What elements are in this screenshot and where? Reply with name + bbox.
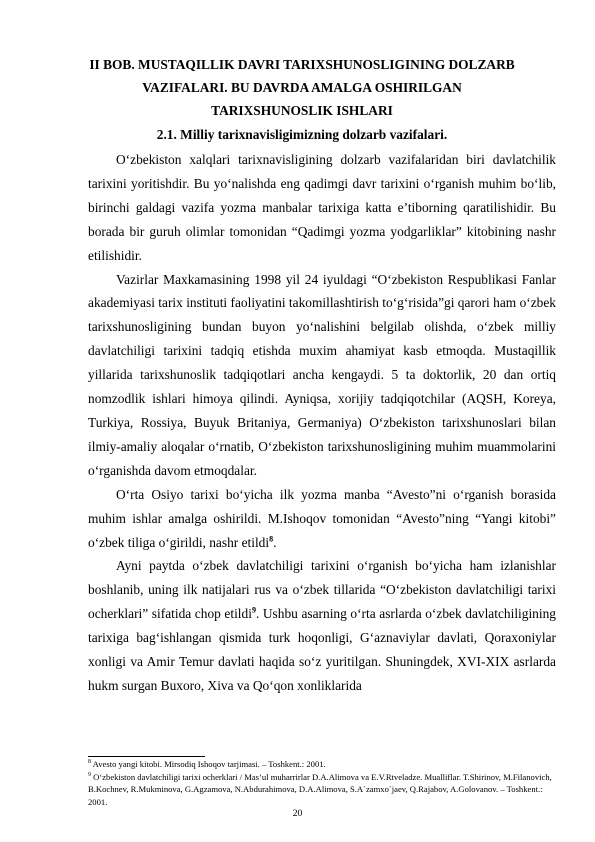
paragraph-3 [88,483,556,555]
paragraph-text: Ayni paytda o‘zbek davlatchiligi tarixini o‘rganish bo‘yicha ham izlanishlar boshlanib, uning ilk natijalari rus va o‘zbek tillarida “O‘zbekiston davlatchiligi tarixi ocherklari” sifatida chop etildi [88,558,556,622]
paragraph-4 [88,554,556,697]
footnote [88,758,556,771]
footnote-divider [88,756,205,757]
body-text [88,148,556,698]
footnote-text: O‘zbekiston davlatchiligi tarixi ocherklari / Mas’ul muharrirlar D.A.Alimova va E.V.Rtveladze. Mualliflar. T.Shirinov, M.Filanovich, B.Kochnev, R.Mukminova, G.Agzamova, N.Abdurahimova, D.A.Alimova, S.A`zamxo`jaev, Q.Rajabov, A.Golovanov. – Toshkent.: 2001. [88,771,552,808]
paragraph-1 [88,148,556,268]
chapter-heading [60,53,544,122]
footnote-ref[interactable]: 9 [251,605,256,615]
footnote [88,771,556,809]
footnote-text: Avesto yangi kitobi. Mirsodiq Ishoqov tarjimasi. – Toshkent.: 2001. [91,759,326,769]
chapter-heading-line-2: VAZIFALARI. BU DAVRDA AMALGA OSHIRILGAN [142,80,462,95]
footnotes [88,758,556,809]
chapter-heading-line-1: II BOB. MUSTAQILLIK DAVRI TARIXSHUNOSLIGINING DOLZARB [89,57,515,72]
footnote-ref[interactable]: 8 [269,534,274,544]
section-title: 2.1. Milliy tarixnavisligimizning dolzarb vazifalari. [156,127,448,142]
footnote-number: 8 [88,759,91,766]
paragraph-text-after: . [273,534,277,550]
chapter-heading-line-3: TARIXSHUNOSLIK ISHLARI [211,103,393,118]
paragraph-text-after: . Ushbu asarning o‘rta asrlarda o‘zbek davlatchiligining tarixiga bag‘ishlangan qismida turk hoqonligi, G‘aznaviylar davlati, Qoraxoniylar xonligi va Amir Temur davlati haqida so‘z yuritilgan. Shuningdek, XVI-XIX asrlarda hukm surgan Buxoro, Xiva va Qo‘qon xonliklarida [88,606,556,693]
paragraph-2 [88,268,556,483]
paragraph-text: O‘zbekiston xalqlari tarixnavisligining dolzarb vazifalaridan biri davlatchilik tarixini yoritishdir. Bu yo‘nalishda eng qadimgi davr tarixini o‘rganish muhim bo‘lib, birinchi galdagi vazifa yozma manbalar tarixiga katta e’tiborning qaratilishidir. Bu borada bir guruh olimlar tomonidan “Qadimgi yozma yodgarliklar” kitobining nashr etilishidir. [88,152,556,263]
paragraph-text: Vazirlar Maxkamasining 1998 yil 24 iyuldagi “O‘zbekiston Respublikasi Fanlar akademiyasi tarix instituti faoliyatini takomillashtirish to‘g‘risida”gi qarori ham o‘zbek tarixshunosligining bundan buyon yo‘nalishini belgilab olishda, o‘zbek milliy davlatchiligi tarixini tadqiq etishda muxim ahamiyat kasb etmoqda. Mustaqillik yillarida tarixshunoslik tadqiqotlari ancha kengaydi. 5 ta doktorlik, 20 dan ortiq nomzodlik ishlari himoya qilindi. Ayniqsa, xorijiy tadqiqotchilar (AQSH, Koreya, Turkiya, Rossiya, Buyuk Britaniya, Germaniya) O‘zbekiston tarixshunoslari bilan ilmiy-amaliy aloqalar o‘rnatib, O‘zbekiston tarixshunosligining muhim muammolarini o‘rganishda davom etmoqdalar. [88,271,556,478]
paragraph-text: O‘rta Osiyo tarixi bo‘yicha ilk yozma manba “Avesto”ni o‘rganish borasida muhim ishlar amalga oshirildi. M.Ishoqov tomonidan “Avesto”ning “Yangi kitobi” o‘zbek tiliga o‘girildi, nashr etildi [88,486,556,550]
footnote-number: 9 [88,771,91,778]
page-number: 20 [292,808,303,819]
